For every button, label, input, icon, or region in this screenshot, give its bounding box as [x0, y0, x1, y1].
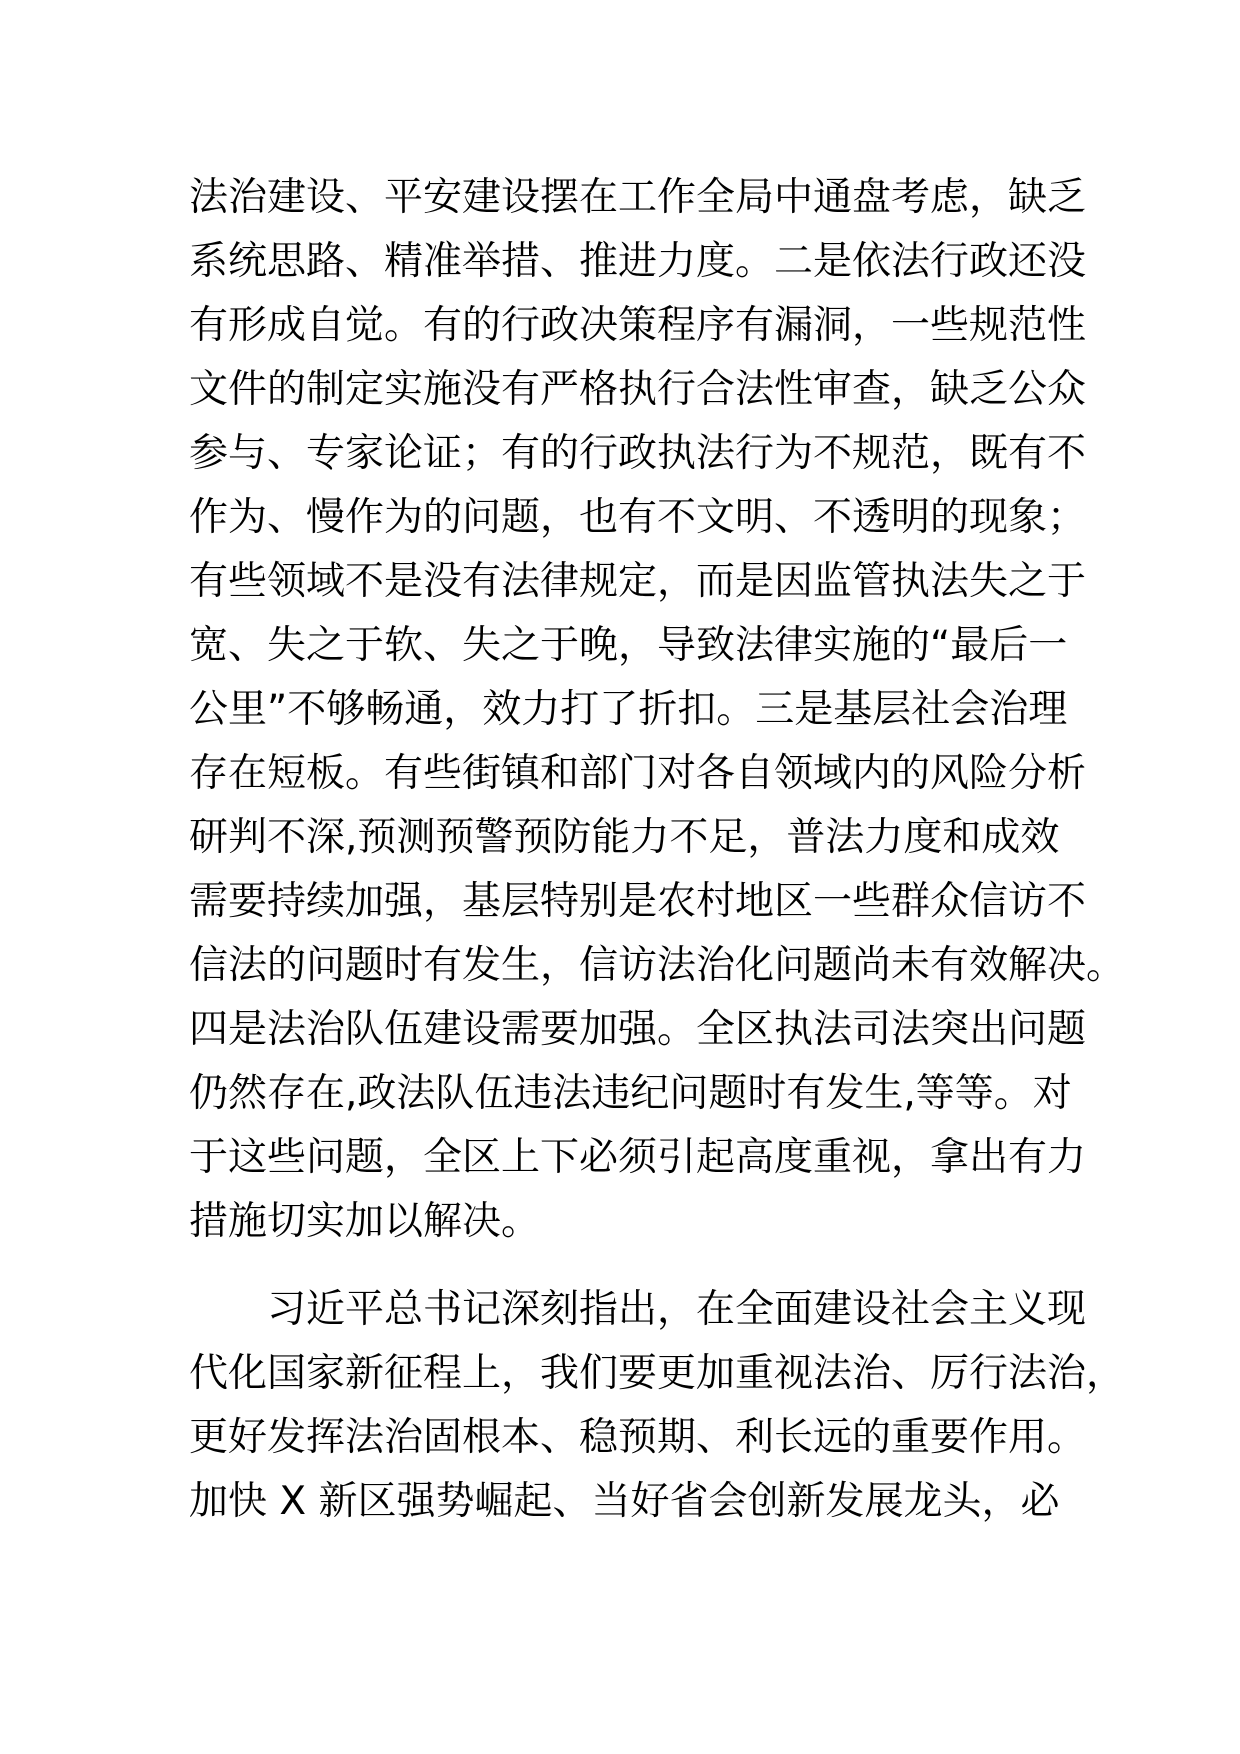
text-line: 需要持续加强，基层特别是农村地区一些群众信访不: [189, 879, 1087, 924]
text-line: 作为、慢作为的问题，也有不文明、不透明的现象；: [189, 495, 1087, 540]
text-line: 参与、专家论证；有的行政执法行为不规范，既有不: [189, 431, 1087, 476]
text-line: 更好发挥法治固根本、稳预期、利长远的重要作用。: [189, 1415, 1087, 1460]
text-line: 存在短板。有些街镇和部门对各自领域内的风险分析: [189, 751, 1087, 796]
text-line: 系统思路、精准举措、推进力度。二是依法行政还没: [189, 239, 1087, 284]
text-line: 习近平总书记深刻指出，在全面建设社会主义现: [267, 1287, 1087, 1332]
text-line: 有些领域不是没有法律规定，而是因监管执法失之于: [189, 559, 1087, 604]
text-line: 公里”不够畅通，效力打了折扣。三是基层社会治理: [189, 687, 1068, 732]
paragraph-problems: [189, 166, 1126, 1254]
text-line: 宽、失之于软、失之于晚，导致法律实施的“最后一: [189, 623, 1068, 668]
text-line: 文件的制定实施没有严格执行合法性审查，缺乏公众: [189, 367, 1087, 412]
text-line: 加快 X 新区强势崛起、当好省会创新发展龙头，必: [189, 1479, 1060, 1524]
text-line: 信法的问题时有发生，信访法治化问题尚未有效解决。: [189, 943, 1126, 988]
paragraph-rule-of-law: [189, 1278, 1126, 1534]
text-line: 研判不深,预测预警预防能力不足，普法力度和成效: [189, 815, 1060, 860]
text-line: 法治建设、平安建设摆在工作全局中通盘考虑，缺乏: [189, 175, 1087, 220]
text-line: 措施切实加以解决。: [189, 1199, 541, 1244]
text-line: 代化国家新征程上，我们要更加重视法治、厉行法治，: [189, 1351, 1126, 1396]
text-line: 仍然存在,政法队伍违法违纪问题时有发生,等等。对: [189, 1071, 1072, 1116]
text-line: 四是法治队伍建设需要加强。全区执法司法突出问题: [189, 1007, 1087, 1052]
text-line: 于这些问题，全区上下必须引起高度重视，拿出有力: [189, 1135, 1087, 1180]
text-line: 有形成自觉。有的行政决策程序有漏洞，一些规范性: [189, 303, 1087, 348]
